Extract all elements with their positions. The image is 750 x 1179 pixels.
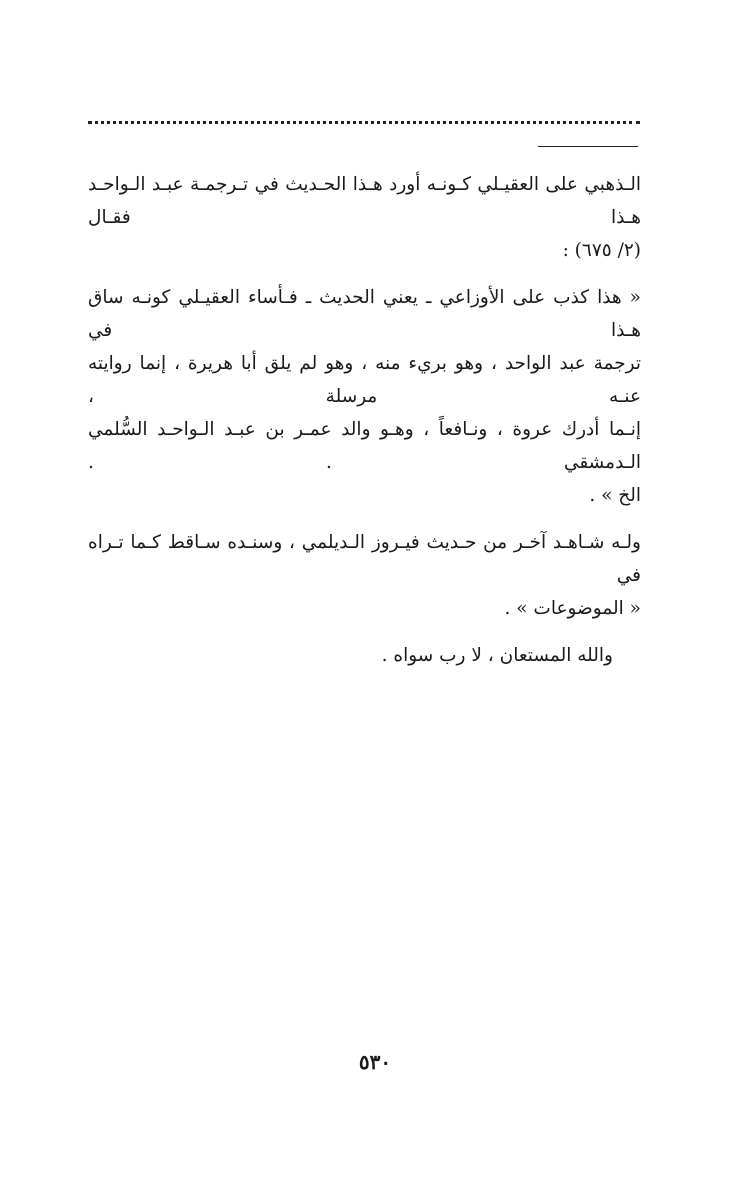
page-number: ٥٣٠ xyxy=(358,1050,392,1074)
paragraph-4 xyxy=(88,639,641,672)
text-line: (٢/ ٦٧٥) : xyxy=(562,240,641,261)
footnote-rule xyxy=(538,146,638,147)
page-text xyxy=(88,168,641,686)
text-line: « الموضوعات » . xyxy=(504,598,641,619)
paragraph-1 xyxy=(88,168,641,267)
text-line: إنـما أدرك عروة ، ونـافعاً ، وهـو والد عمـر بن عبـد الـواحـد السُّلمي الـدمشقي . . xyxy=(88,419,641,473)
paragraph-3 xyxy=(88,526,641,625)
text-line: والله المستعان ، لا رب سواه . xyxy=(381,645,613,666)
dotted-separator xyxy=(88,112,640,124)
text-line: ولـه شـاهـد آخـر من حـديث فيـروز الـديلمي ، وسنـده سـاقط كـما تـراه في xyxy=(88,532,641,586)
text-line: « هذا كذب على الأوزاعي ـ يعني الحديث ـ فـأساء العقيـلي كونـه ساق هـذا في xyxy=(88,287,641,341)
text-line: الـذهبي على العقيـلي كـونـه أورد هـذا الحـديث في تـرجمـة عبـد الـواحـد هـذا فقـال xyxy=(88,174,641,228)
text-line: الخ » . xyxy=(589,485,641,506)
paragraph-2 xyxy=(88,281,641,512)
text-line: ترجمة عبد الواحد ، وهو بريء منه ، وهو لم يلق أبا هريرة ، إنما روايته عنـه مرسلة ، xyxy=(88,353,641,407)
